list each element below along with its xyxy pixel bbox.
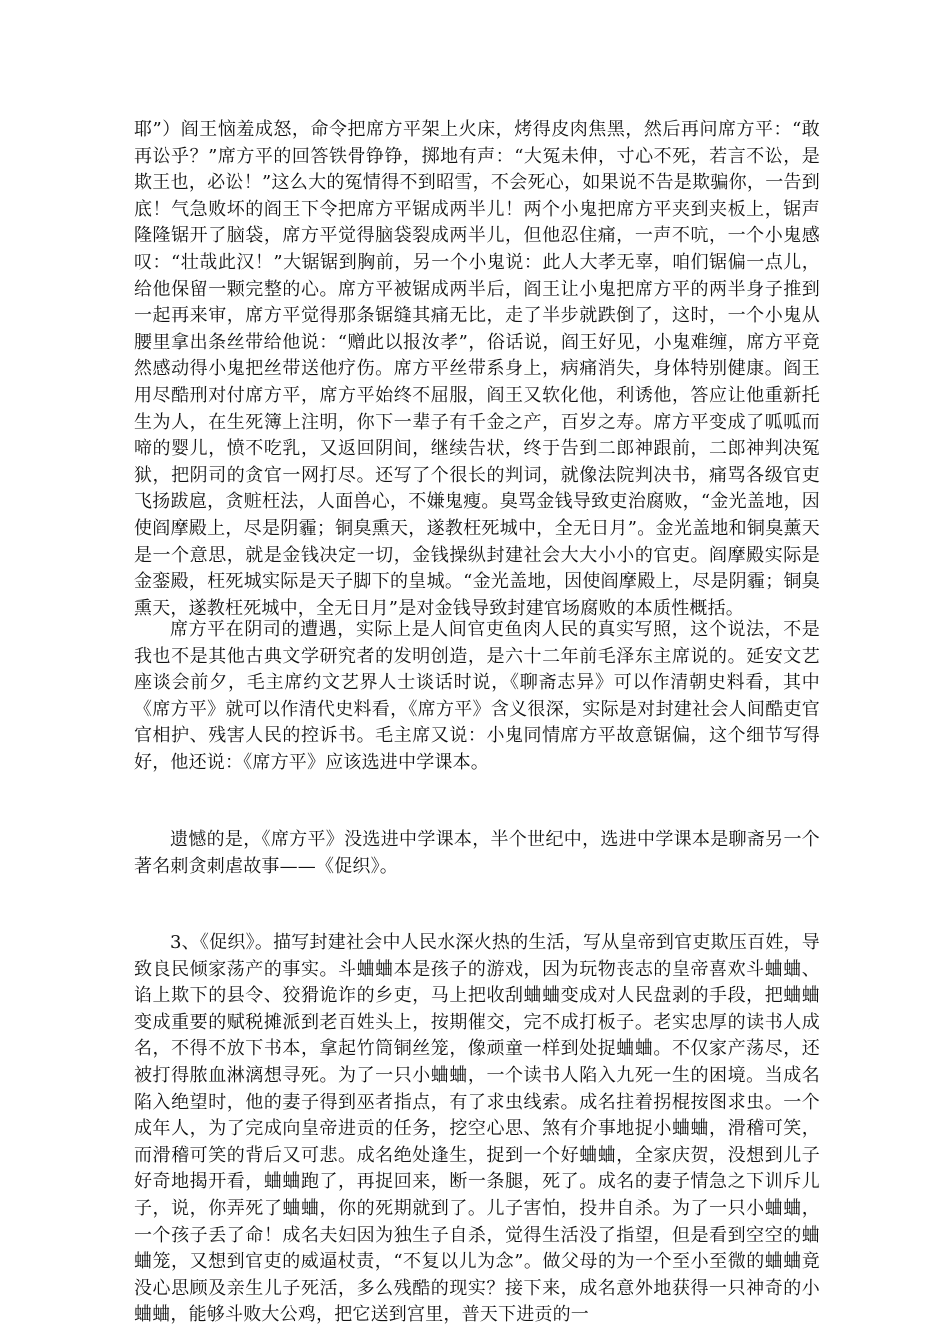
paragraph-xifangping-trial: 耶”）阎王恼羞成怒，命令把席方平架上火床，烤得皮肉焦黑，然后再问席方平：“敢再讼乎？”席方平的回答铁骨铮铮，掷地有声：“大冤未伸，寸心不死，若言不讼，是欺王也，必讼！”这么大的冤情得不到昭雪，不会死心，如果说不告是欺骗你，一告到底！气急败坏的阎王下令把席方平锯成两半儿！两个小鬼把席方平夹到夹板上，锯声隆隆锯开了脑袋，席方平觉得脑袋裂成两半儿，但他忍住痛，一声不吭，一个小鬼感叹：“壮哉此汉！”大锯锯到胸前，另一个小鬼说：此人大孝无辜，咱们锯偏一点儿，给他保留一颗完整的心。席方平被锯成两半后，阎王让小鬼把席方平的两半身子推到一起再来审，席方平觉得那条锯缝其痛无比，走了半步就跌倒了，这时，一个小鬼从腰里拿出条丝带给他说：“赠此以报汝孝”，俗话说，阎王好见，小鬼难缠，席方平竟然感动得小鬼把丝带送他疗伤。席方平丝带系身上，病痛消失，身体特别健康。阎王用尽酷刑对付席方平，席方平始终不屈服，阎王又软化他，利诱他，答应让他重新托生为人，在生死簿上注明，你下一辈子有千金之产，百岁之寿。席方平变成了呱呱而啼的婴儿，愤不吃乳，又返回阴间，继续告状，终于告到二郎神跟前，二郎神判决冤狱，把阴司的贪官一网打尽。还写了个很长的判词，就像法院判决书，痛骂各级官吏飞扬跋扈，贪赃枉法，人面兽心，不嫌鬼瘦。臭骂金钱导致吏治腐败，“金光盖地，因使阎摩殿上，尽是阴霾；铜臭熏天，遂教枉死城中，全无日月”。金光盖地和铜臭薰天是一个意思，就是金钱决定一切，金钱操纵封建社会大大小小的官吏。阎摩殿实际是金銮殿，枉死城实际是天子脚下的皇城。“金光盖地，因使阎摩殿上，尽是阴霾；铜臭熏天，遂教枉死城中，全无日月”是对金钱导致封建官场腐败的本质性概括。 — [134, 119, 820, 619]
paragraph-mao-comment: 席方平在阴司的遭遇，实际上是人间官吏鱼肉人民的真实写照，这个说法，不是我也不是其他古典文学研究者的发明创造，是六十二年前毛泽东主席说的。延安文艺座谈会前夕，毛主席约文艺界人士谈话时说，《聊斋志异》可以作清朝史料看，其中《席方平》就可以作清代史料看，《席方平》含义很深，实际是对封建社会人间酷吏官官相护、残害人民的控诉书。毛主席又说：小鬼同情席方平故意锯偏，这个细节写得好，他还说：《席方平》应该选进中学课本。 — [134, 619, 820, 773]
paragraph-textbook-regret: 遗憾的是，《席方平》没选进中学课本，半个世纪中，选进中学课本是聊斋另一个著名刺贪刺虐故事——《促织》。 — [134, 829, 820, 877]
paragraph-cuzhi: 3、《促织》。描写封建社会中人民水深火热的生活，写从皇帝到官吏欺压百姓，导致良民倾家荡产的事实。斗蛐蛐本是孩子的游戏，因为玩物丧志的皇帝喜欢斗蛐蛐、谄上欺下的县令、狡猾诡诈的乡吏，马上把收刮蛐蛐变成对人民盘剥的手段，把蛐蛐变成重要的赋税摊派到老百姓头上，按期催交，完不成打板子。老实忠厚的读书人成名，不得不放下书本，拿起竹筒铜丝笼，像顽童一样到处捉蛐蛐。不仅家产荡尽，还被打得脓血淋漓想寻死。为了一只小蛐蛐，一个读书人陷入九死一生的困境。当成名陷入绝望时，他的妻子得到巫者指点，有了求虫线索。成名拄着拐棍按图求虫。一个成年人，为了完成向皇帝进贡的任务，挖空心思、煞有介事地捉小蛐蛐，滑稽可笑，而滑稽可笑的背后又可悲。成名绝处逢生，捉到一个好蛐蛐，全家庆贺，没想到儿子好奇地揭开看，蛐蛐跑了，再捉回来，断一条腿，死了。成名的妻子情急之下训斥儿子，说，你弄死了蛐蛐，你的死期就到了。儿子害怕，投井自杀。为了一只小蛐蛐，一个孩子丢了命！成名夫妇因为独生子自杀，觉得生活没了指望，但是看到空空的蛐蛐笼，又想到官吏的威逼杖责，“不复以儿为念”。做父母的为一个至小至微的蛐蛐竟没心思顾及亲生儿子死活，多么残酷的现实？接下来，成名意外地获得一只神奇的小蛐蛐，能够斗败大公鸡，把它送到宫里，普天下进贡的一 — [134, 932, 820, 1326]
